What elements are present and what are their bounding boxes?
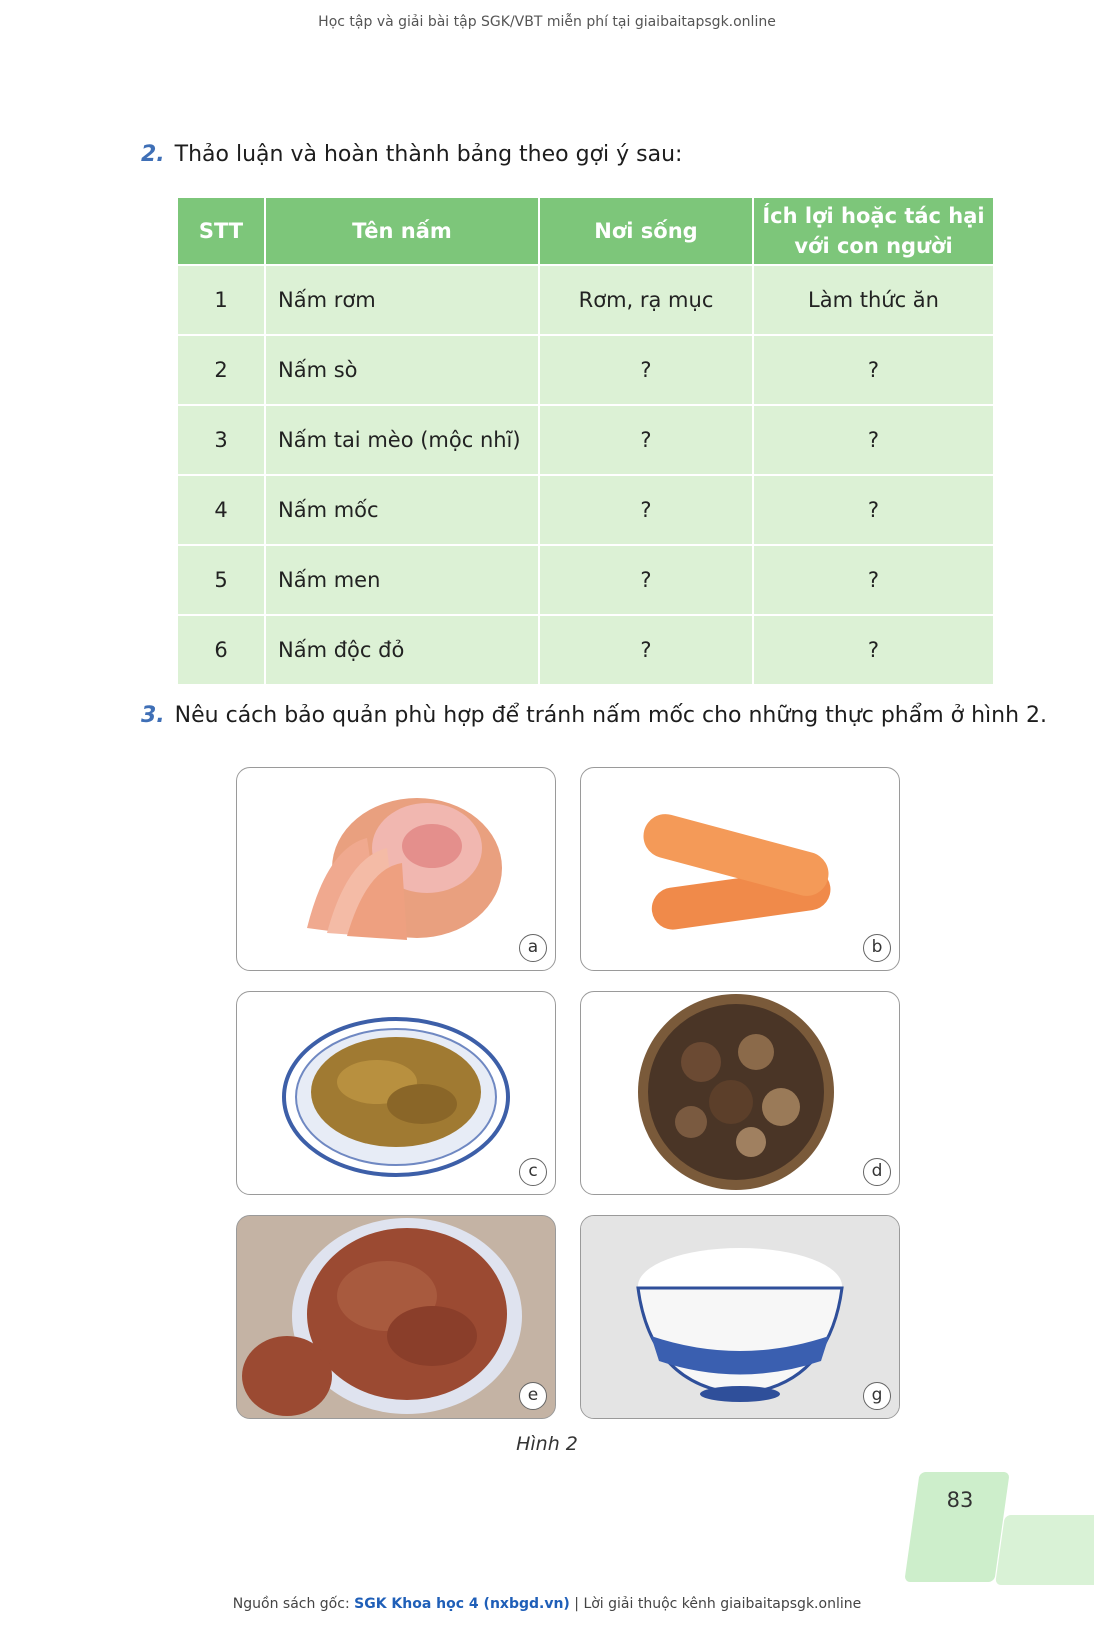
cell-name: Nấm độc đỏ <box>266 616 540 686</box>
rice-bowl-icon <box>581 1216 899 1418</box>
photo-dried-mushrooms <box>580 991 900 1195</box>
header-note: Học tập và giải bài tập SGK/VBT miễn phí tại giaibaitapsgk.online <box>318 14 776 30</box>
question-3 <box>141 703 1047 728</box>
cell-stt: 4 <box>178 476 266 546</box>
peanuts-icon <box>237 1216 555 1418</box>
photo-ham <box>236 767 556 971</box>
table-row <box>178 406 993 476</box>
question-2-number: 2. <box>141 142 165 167</box>
photo-rice-bowl <box>580 1215 900 1419</box>
cell-stt: 1 <box>178 266 266 336</box>
label-a: a <box>519 934 547 962</box>
label-b: b <box>863 934 891 962</box>
cell-effect: ? <box>754 406 993 476</box>
label-d: d <box>863 1158 891 1186</box>
header-habitat: Nơi sống <box>540 198 754 266</box>
cell-stt: 2 <box>178 336 266 406</box>
label-c: c <box>519 1158 547 1186</box>
question-3-number: 3. <box>141 703 165 728</box>
sausage-icon <box>581 768 899 970</box>
cell-habitat: ? <box>540 616 754 686</box>
question-2 <box>141 142 682 167</box>
photo-raisins <box>236 991 556 1195</box>
cell-name: Nấm mốc <box>266 476 540 546</box>
question-2-text: Thảo luận và hoàn thành bảng theo gợi ý sau: <box>174 142 683 167</box>
footer-prefix: Nguồn sách gốc: <box>232 1596 355 1612</box>
cell-habitat: ? <box>540 336 754 406</box>
cell-habitat: ? <box>540 546 754 616</box>
footer-source-link[interactable]: SGK Khoa học 4 (nxbgd.vn) <box>354 1596 570 1612</box>
table-row <box>178 546 993 616</box>
cell-name: Nấm sò <box>266 336 540 406</box>
photo-sausages <box>580 767 900 971</box>
raisins-icon <box>237 992 555 1194</box>
cell-effect: ? <box>754 336 993 406</box>
label-g: g <box>863 1382 891 1410</box>
cell-effect: ? <box>754 616 993 686</box>
table-header-row <box>178 198 993 266</box>
figure-caption: Hình 2 <box>516 1433 578 1455</box>
cell-name: Nấm tai mèo (mộc nhĩ) <box>266 406 540 476</box>
cell-habitat: ? <box>540 406 754 476</box>
cell-name: Nấm rơm <box>266 266 540 336</box>
footer-suffix: | Lời giải thuộc kênh giaibaitapsgk.online <box>569 1596 862 1612</box>
header-effect: Ích lợi hoặc tác hại với con người <box>754 198 993 266</box>
label-e: e <box>519 1382 547 1410</box>
table-row <box>178 266 993 336</box>
photo-peanuts <box>236 1215 556 1419</box>
page-tab-decoration-2 <box>995 1515 1094 1585</box>
cell-effect: ? <box>754 546 993 616</box>
table-row <box>178 336 993 406</box>
dried-mushrooms-icon <box>581 992 899 1194</box>
cell-effect: ? <box>754 476 993 546</box>
cell-stt: 3 <box>178 406 266 476</box>
page-number: 83 <box>946 1488 974 1512</box>
cell-stt: 6 <box>178 616 266 686</box>
cell-effect: Làm thức ăn <box>754 266 993 336</box>
table-row <box>178 476 993 546</box>
cell-habitat: ? <box>540 476 754 546</box>
header-name: Tên nấm <box>266 198 540 266</box>
fungi-table <box>178 198 993 686</box>
cell-habitat: Rơm, rạ mục <box>540 266 754 336</box>
footer <box>0 1596 1094 1612</box>
ham-icon <box>237 768 555 970</box>
header-stt: STT <box>178 198 266 266</box>
cell-stt: 5 <box>178 546 266 616</box>
cell-name: Nấm men <box>266 546 540 616</box>
question-3-text: Nêu cách bảo quản phù hợp để tránh nấm mốc cho những thực phẩm ở hình 2. <box>174 703 1048 728</box>
table-row <box>178 616 993 686</box>
